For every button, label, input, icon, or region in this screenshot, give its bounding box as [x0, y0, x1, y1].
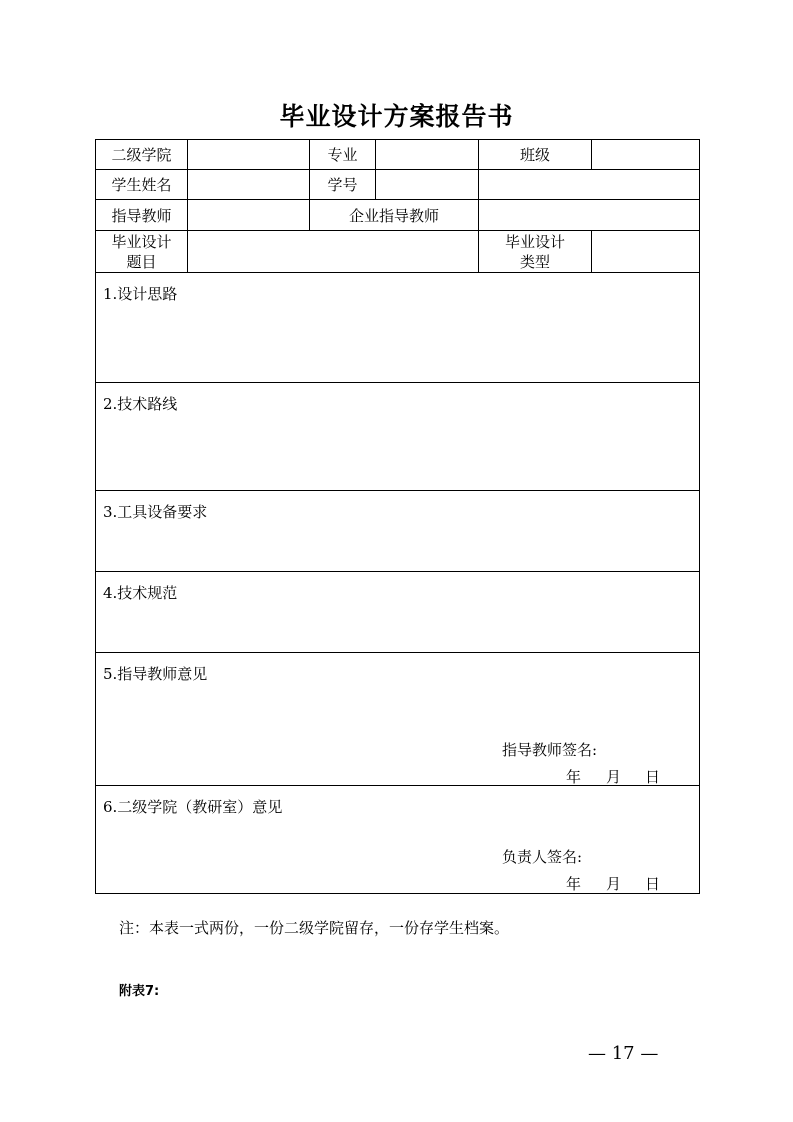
table-row — [96, 786, 700, 894]
advisor-year: 年 — [566, 768, 582, 786]
page-number: — 17 — — [588, 1043, 659, 1064]
type-label-line1: 毕业设计 — [504, 232, 565, 251]
table-row — [96, 140, 700, 170]
tech-standard-section[interactable] — [96, 572, 700, 653]
report-form-table — [95, 139, 700, 894]
type-field[interactable] — [592, 231, 700, 273]
advisor-opinion-section[interactable] — [96, 653, 700, 786]
college-field[interactable] — [188, 140, 310, 170]
college-label: 二级学院 — [96, 140, 188, 170]
advisor-opinion-label: 5.指导教师意见 — [103, 665, 208, 683]
college-year: 年 — [566, 875, 582, 893]
advisor-day: 日 — [645, 768, 661, 786]
equipment-label: 3.工具设备要求 — [103, 503, 208, 521]
topic-label — [96, 231, 188, 273]
appendix-label: 附表7: — [119, 984, 160, 999]
design-idea-section[interactable] — [96, 273, 700, 383]
college-opinion-label: 6.二级学院（教研室）意见 — [103, 798, 283, 816]
table-row — [96, 273, 700, 383]
company-advisor-label: 企业指导教师 — [310, 200, 479, 231]
class-label: 班级 — [479, 140, 592, 170]
student-name-field[interactable] — [188, 170, 310, 200]
major-field[interactable] — [376, 140, 479, 170]
footnote: 注：本表一式两份，一份二级学院留存，一份存学生档案。 — [119, 919, 510, 937]
topic-label-line1: 毕业设计 — [111, 232, 172, 251]
table-row — [96, 200, 700, 231]
advisor-month: 月 — [606, 768, 622, 786]
table-row — [96, 170, 700, 200]
design-idea-label: 1.设计思路 — [103, 285, 178, 303]
major-label: 专业 — [310, 140, 376, 170]
table-row — [96, 572, 700, 653]
blank-cell — [479, 170, 700, 200]
topic-label-line2: 题目 — [126, 252, 157, 271]
company-advisor-field[interactable] — [479, 200, 700, 231]
document-title: 毕业设计方案报告书 — [279, 102, 514, 131]
topic-field[interactable] — [188, 231, 479, 273]
advisor-label: 指导教师 — [96, 200, 188, 231]
type-label-line2: 类型 — [519, 252, 550, 271]
tech-route-label: 2.技术路线 — [103, 395, 178, 413]
student-name-label: 学生姓名 — [96, 170, 188, 200]
equipment-section[interactable] — [96, 491, 700, 572]
tech-standard-label: 4.技术规范 — [103, 584, 178, 602]
advisor-field[interactable] — [188, 200, 310, 231]
table-row — [96, 231, 700, 273]
college-month: 月 — [606, 875, 622, 893]
table-row — [96, 491, 700, 572]
student-id-label: 学号 — [310, 170, 376, 200]
table-row — [96, 653, 700, 786]
type-label — [479, 231, 592, 273]
advisor-signature-label: 指导教师签名: — [502, 741, 598, 759]
responsible-signature-label: 负责人签名: — [502, 848, 583, 866]
college-opinion-section[interactable] — [96, 786, 700, 894]
student-id-field[interactable] — [376, 170, 479, 200]
tech-route-section[interactable] — [96, 383, 700, 491]
table-row — [96, 383, 700, 491]
college-day: 日 — [645, 875, 661, 893]
class-field[interactable] — [592, 140, 700, 170]
